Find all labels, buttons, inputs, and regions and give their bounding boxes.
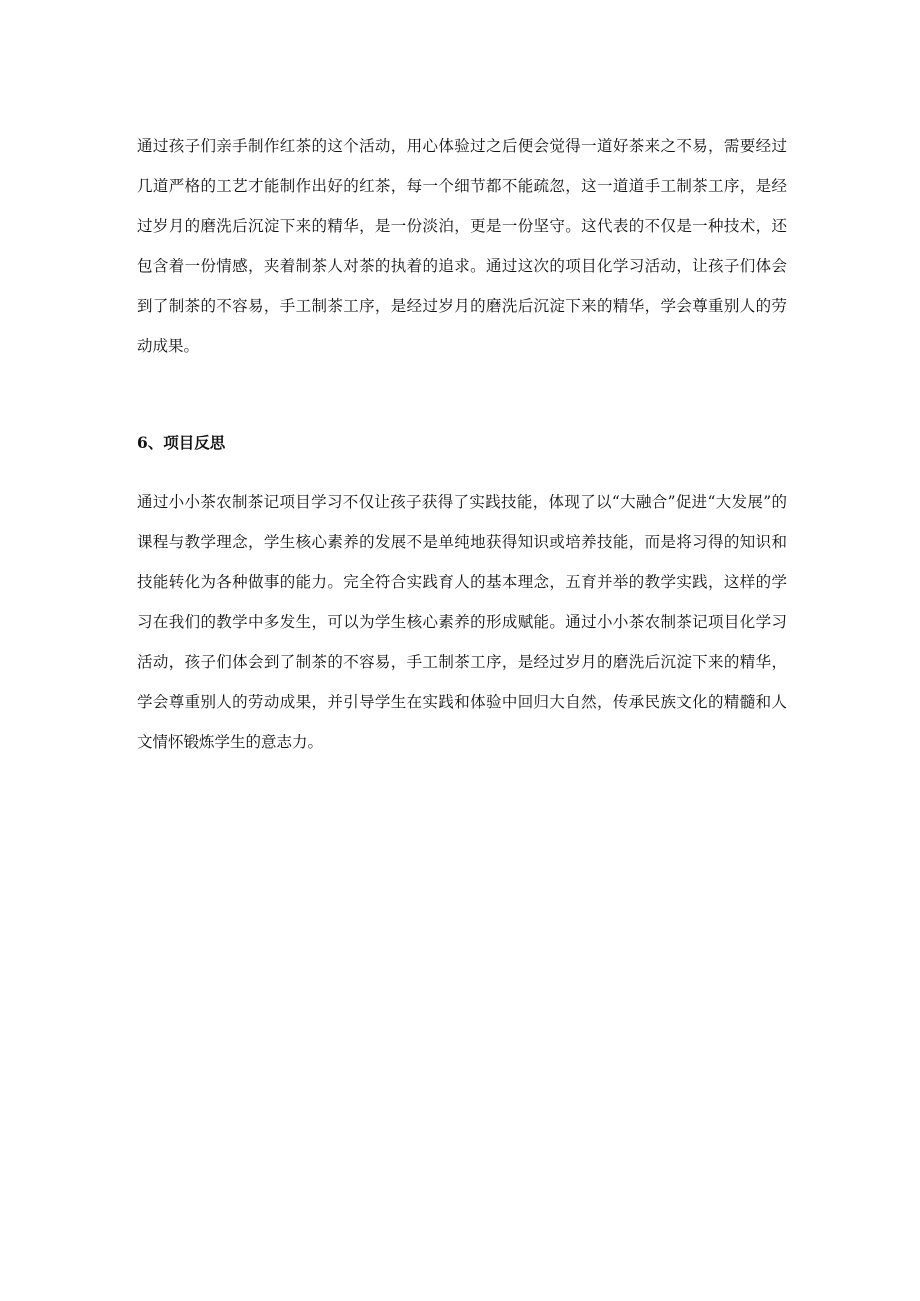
section-heading-project-reflection: 6、项目反思: [137, 433, 226, 452]
document-body: [137, 126, 787, 762]
paragraph-activity-summary: 通过孩子们亲手制作红茶的这个活动，用心体验过之后便会觉得一道好茶来之不易，需要经过几道严格的工艺才能制作出好的红茶，每一个细节都不能疏忽，这一道道手工制茶工序，是经过岁月的磨洗后沉淀下来的精华，是一份淡泊，更是一份坚守。这代表的不仅是一种技术，还包含着一份情感，夹着制茶人对茶的执着的追求。通过这次的项目化学习活动，让孩子们体会到了制茶的不容易，手工制茶工序，是经过岁月的磨洗后沉淀下来的精华，学会尊重别人的劳动成果。: [137, 137, 787, 355]
paragraph-project-reflection: 通过小小茶农制茶记项目学习不仅让孩子获得了实践技能，体现了以“大融合”促进“大发展”的课程与教学理念，学生核心素养的发展不是单纯地获得知识或培养技能，而是将习得的知识和技能转化为各种做事的能力。完全符合实践育人的基本理念，五育并举的教学实践，这样的学习在我们的教学中多发生，可以为学生核心素养的形成赋能。通过小小茶农制茶记项目化学习活动，孩子们体会到了制茶的不容易，手工制茶工序，是经过岁月的磨洗后沉淀下来的精华，学会尊重别人的劳动成果，并引导学生在实践和体验中回归大自然，传承民族文化的精髓和人文情怀锻炼学生的意志力。: [137, 493, 787, 751]
